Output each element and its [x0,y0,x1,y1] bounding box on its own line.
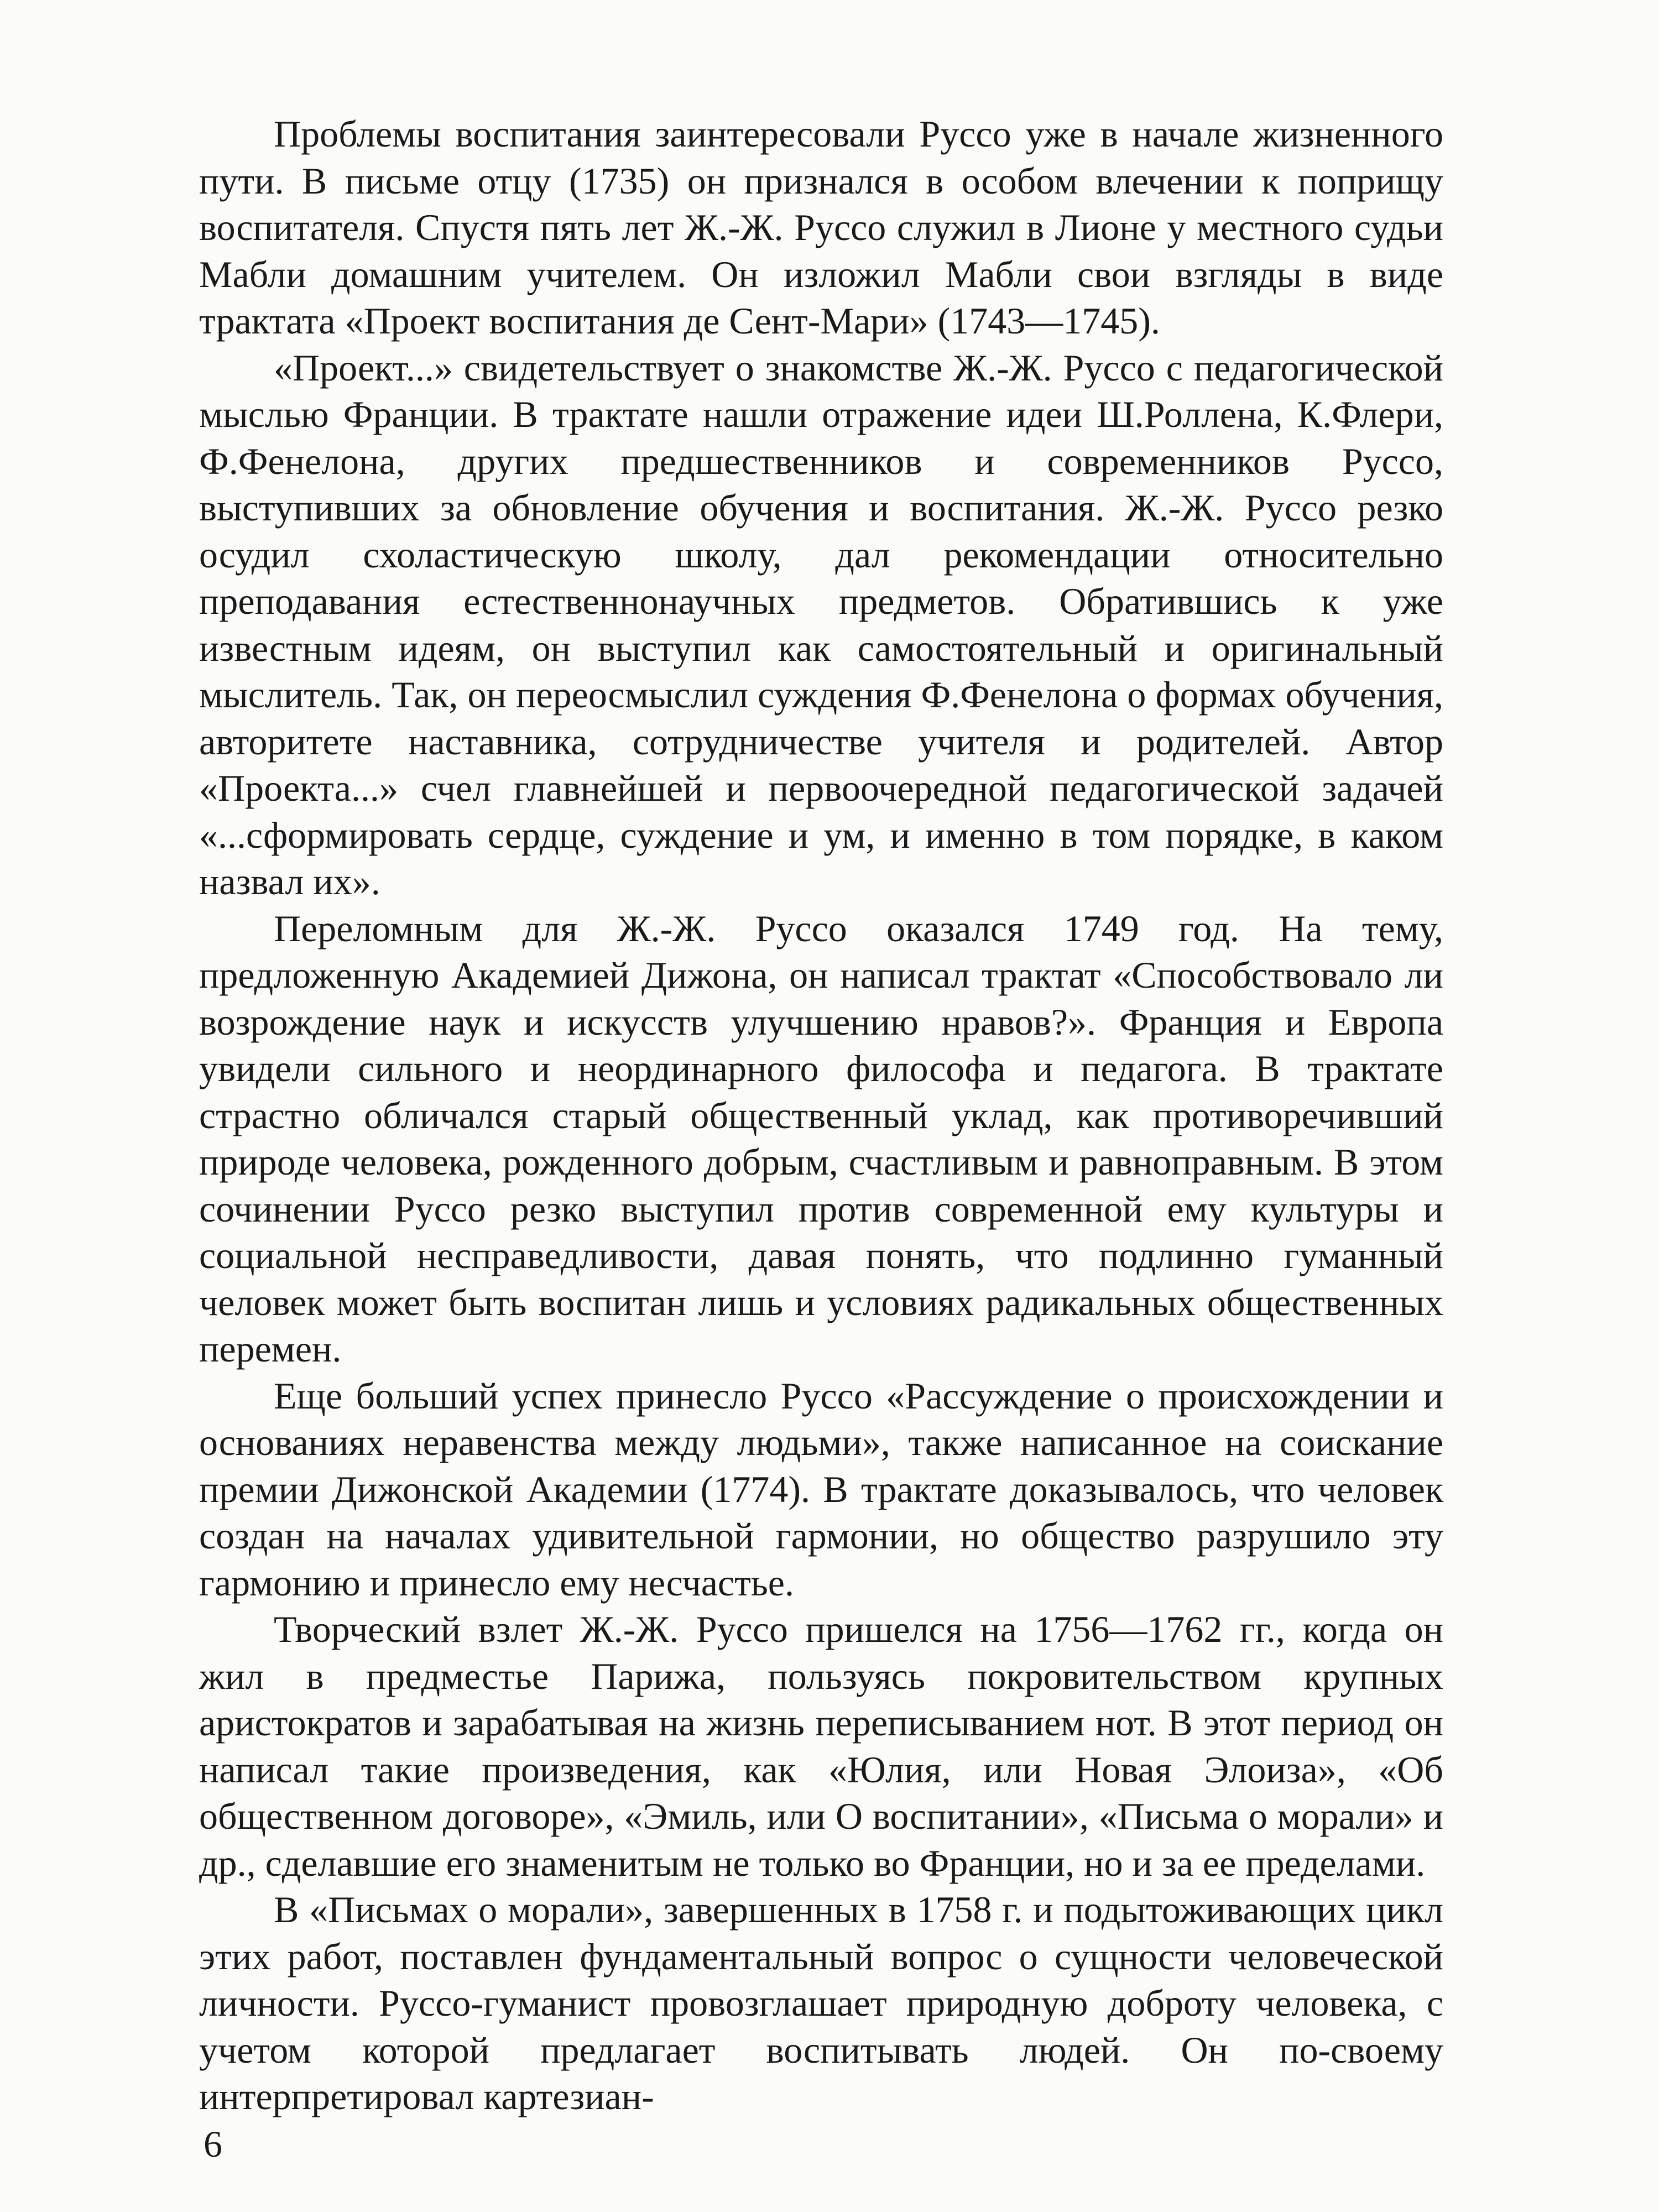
body-text [199,111,1443,2120]
paragraph-5: Творческий взлет Ж.-Ж. Руссо пришелся на 1756—1762 гг., когда он жил в предместье Парижа, пользуясь покровительством крупных аристократов и зарабатывая на жизнь переписыванием нот. В этот период он написал такие произведения, как «Юлия, или Новая Элоиза», «Об общественном договоре», «Эмиль, или О воспитании», «Письма о морали» и др., сделавшие его знаменитым не только во Франции, но и за ее пределами. [199,1608,1443,1884]
paragraph-6: В «Письмах о морали», завершенных в 1758 г. и подытоживающих цикл этих работ, поставлен фундаментальный вопрос о сущности человеческой личности. Руссо-гуманист провозглашает природную доброту человека, с учетом которой предлагает воспитывать людей. Он по-своему интерпретировал картезиан- [199,1888,1443,2117]
page-number: 6 [204,2123,222,2165]
paragraph-3: Переломным для Ж.-Ж. Руссо оказался 1749 год. На тему, предложенную Академией Дижона, он написал трактат «Способствовало ли возрождение наук и искусств улучшению нравов?». Франция и Европа увидели сильного и неординарного философа и педагога. В трактате страстно обличался старый общественный уклад, как противоречивший природе человека, рожденного добрым, счастливым и равноправным. В этом сочинении Руссо резко выступил против современной ему культуры и социальной несправедливости, давая понять, что подлинно гуманный человек может быть воспитан лишь и условиях радикальных общественных перемен. [199,907,1443,1370]
paragraph-4: Еще больший успех принесло Руссо «Рассуждение о происхождении и основаниях неравенства между людьми», также написанное на соискание премии Дижонской Академии (1774). В трактате доказывалось, что человек создан на началах удивительной гармонии, но общество разрушило эту гармонию и принесло ему несчастье. [199,1374,1443,1604]
paragraph-2: «Проект...» свидетельствует о знакомстве Ж.-Ж. Руссо с педагогической мыслью Франции. В трактате нашли отражение идеи Ш.Роллена, К.Флери, Ф.Фенелона, других предшественников и современников Руссо, выступивших за обновление обучения и воспитания. Ж.-Ж. Руссо резко осудил схоластическую школу, дал рекомендации относительно преподавания естественнонаучных предметов. Обратившись к уже известным идеям, он выступил как самостоятельный и оригинальный мыслитель. Так, он переосмыслил суждения Ф.Фенелона о формах обучения, авторитете наставника, сотрудничестве учителя и родителей. Автор «Проекта...» счел главнейшей и первоочередной педагогической задачей «...сформировать сердце, суждение и ум, и именно в том порядке, в каком назвал их». [199,346,1443,902]
paragraph-1: Проблемы воспитания заинтересовали Руссо уже в начале жизненного пути. В письме отцу (1735) он признался в особом влечении к поприщу воспитателя. Спустя пять лет Ж.-Ж. Руссо служил в Лионе у местного судьи Мабли домашним учителем. Он изложил Мабли свои взгляды в виде трактата «Проект воспитания де Сент-Мари» (1743—1745). [199,113,1443,342]
